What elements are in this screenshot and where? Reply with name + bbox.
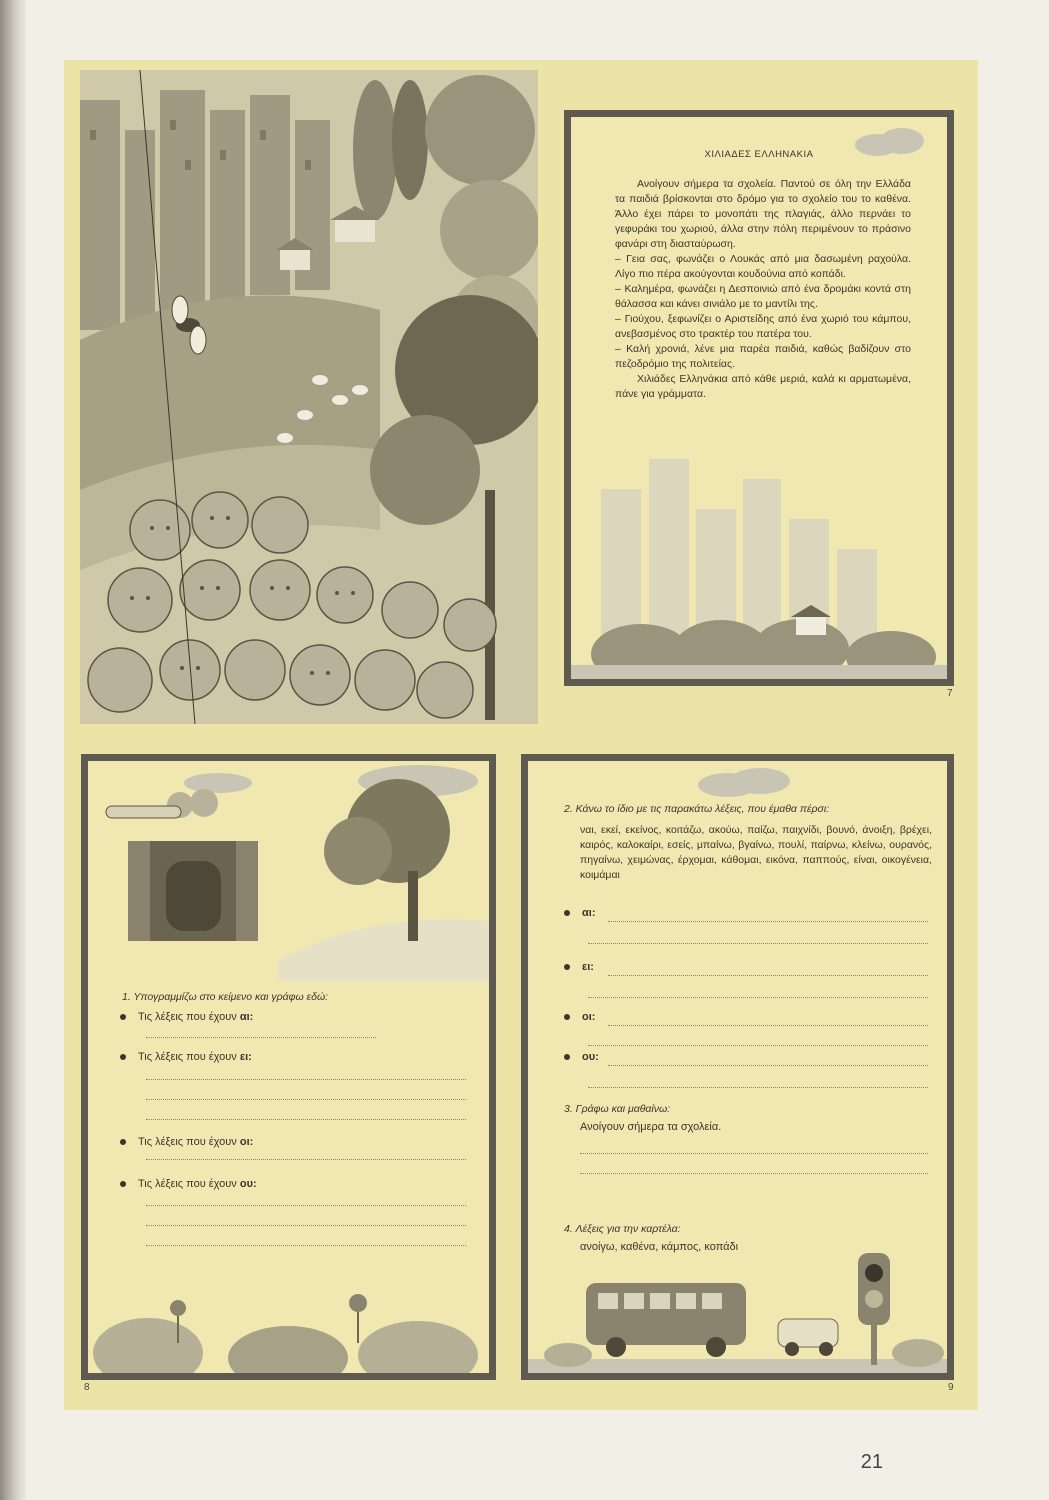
exercise-2-title: 2. Κάνω το ίδιο με τις παρακάτω λέξεις, που έμαθα πέρσι: <box>564 803 830 815</box>
sound-label: ου: <box>582 1051 599 1063</box>
bullet-ai <box>120 1011 253 1023</box>
story-title: ΧΙΛΙΑΔΕΣ ΕΛΛΗΝΑΚΙΑ <box>704 149 814 160</box>
bullet-prefix: Τις λέξεις που έχουν <box>138 1178 237 1190</box>
bullet-oi <box>120 1136 253 1148</box>
tractor-illustration <box>88 761 489 981</box>
story-paragraph: – Γεια σας, φωνάζει ο Λουκάς από μια δασωμένη ραχούλα. Λίγο πιο πέρα ακούγονται κουδούνια από κοπάδι. <box>615 253 911 280</box>
book-binding-shadow <box>0 0 26 1500</box>
sound-oi <box>564 1011 595 1023</box>
bullet-sound: οι: <box>239 1136 254 1148</box>
bullet-prefix: Τις λέξεις που έχουν <box>138 1011 237 1023</box>
story-text <box>615 177 911 402</box>
cloud-icon <box>688 765 798 799</box>
bullet-sound: ου: <box>239 1178 257 1190</box>
sound-label: ει: <box>582 961 594 973</box>
write-line[interactable] <box>146 1037 376 1038</box>
story-panel <box>564 110 954 686</box>
bullet-ou <box>120 1178 257 1190</box>
write-line[interactable] <box>608 1065 928 1066</box>
bullet-dot-icon <box>120 1139 126 1145</box>
story-paragraph: – Καλημέρα, φωνάζει η Δεσποινιώ από ένα δρομάκι κοντά στη θάλασσα και κάνει σινιάλο με το μαντίλι της. <box>615 283 911 310</box>
story-paragraph: Χιλιάδες Ελληνάκια από κάθε μεριά, καλά κι αρματωμένα, πάνε για γράμματα. <box>615 373 911 400</box>
exercise-1-title: 1. Υπογραμμίζω στο κείμενο και γράφω εδώ: <box>122 991 329 1003</box>
page-number-9: 9 <box>948 1382 954 1393</box>
exercise-panel-8 <box>81 754 496 1380</box>
bullet-dot-icon <box>120 1054 126 1060</box>
bullet-sound: ει: <box>239 1051 252 1063</box>
write-line[interactable] <box>146 1245 466 1246</box>
exercise-4-title: 4. Λέξεις για την καρτέλα: <box>564 1223 681 1235</box>
book-page-number: 21 <box>860 1451 883 1473</box>
story-paragraph: – Γιούχου, ξεφωνίζει ο Αριστείδης από ένα χωριό του κάμπου, ανεβασμένος στο τρακτέρ του πατέρα του. <box>615 313 911 340</box>
write-line[interactable] <box>608 975 928 976</box>
write-line[interactable] <box>146 1159 466 1160</box>
sound-label: οι: <box>582 1011 596 1023</box>
page-number-8: 8 <box>84 1382 90 1393</box>
bullet-dot-icon <box>564 1054 570 1060</box>
bushes-illustration <box>88 1263 489 1373</box>
illustration-children-landscape <box>80 70 538 724</box>
write-line[interactable] <box>146 1205 466 1206</box>
story-paragraph: Ανοίγουν σήμερα τα σχολεία. Παντού σε όλη την Ελλάδα τα παιδιά βρίσκονται στο δρόμο για το σχολείο του το καθένα. Άλλο έχει πάρει το μονοπάτι της πλαγιάς, άλλο περνάει το γεφυράκι του χωριού, άλλα στην πόλη περιμένουν το πράσινο φανάρι στη διασταύρωση. <box>615 178 911 250</box>
sound-ai <box>564 907 595 919</box>
bullet-prefix: Τις λέξεις που έχουν <box>138 1136 237 1148</box>
bullet-dot-icon <box>564 1014 570 1020</box>
write-line[interactable] <box>588 1045 928 1046</box>
bullet-dot-icon <box>564 910 570 916</box>
bullet-dot-icon <box>564 964 570 970</box>
write-line[interactable] <box>588 1087 928 1088</box>
write-line[interactable] <box>146 1099 466 1100</box>
children-landscape-drawing <box>80 70 538 724</box>
bullet-dot-icon <box>120 1014 126 1020</box>
write-line[interactable] <box>608 921 928 922</box>
bullet-prefix: Τις λέξεις που έχουν <box>138 1051 237 1063</box>
exercise-3-title: 3. Γράφω και μαθαίνω: <box>564 1103 671 1115</box>
write-line[interactable] <box>580 1153 928 1154</box>
street-illustration <box>528 1243 947 1373</box>
write-line[interactable] <box>580 1173 928 1174</box>
write-line[interactable] <box>146 1079 466 1080</box>
story-paragraph: – Καλή χρονιά, λένε μια παρέα παιδιά, καθώς βαδίζουν στο πεζοδρόμιο της πολιτείας. <box>615 343 911 370</box>
write-line[interactable] <box>146 1225 466 1226</box>
page-number-7: 7 <box>947 688 953 699</box>
exercise-panel-9 <box>521 754 954 1380</box>
bullet-sound: αι: <box>239 1011 254 1023</box>
exercise-4-text: ανοίγω, καθένα, κάμπος, κοπάδι <box>580 1241 739 1253</box>
sound-ei <box>564 961 594 973</box>
bullet-ei <box>120 1051 252 1063</box>
bullet-dot-icon <box>120 1181 126 1187</box>
sound-label: αι: <box>582 907 596 919</box>
write-line[interactable] <box>146 1119 466 1120</box>
printed-sheet <box>64 60 978 1410</box>
exercise-3-text: Ανοίγουν σήμερα τα σχολεία. <box>580 1121 722 1133</box>
exercise-2-words: ναι, εκεί, εκείνος, κοιτάζω, ακούω, παίζω, παιχνίδι, βουνό, άνοιξη, βρέχει, καιρός, καλοκαίρι, εσείς, μπαίνω, βγαίνω, πουλί, παίρνω, κλείνω, ουρανός, πηγαίνω, χειμώνας, έρχομαι, κάθομαι, εικόνα, παππούς, είναι, οικογένεια, κοιμάμαι <box>580 824 932 881</box>
write-line[interactable] <box>608 1025 928 1026</box>
sound-ou <box>564 1051 599 1063</box>
city-illustration <box>571 449 947 679</box>
write-line[interactable] <box>588 943 928 944</box>
write-line[interactable] <box>588 997 928 998</box>
